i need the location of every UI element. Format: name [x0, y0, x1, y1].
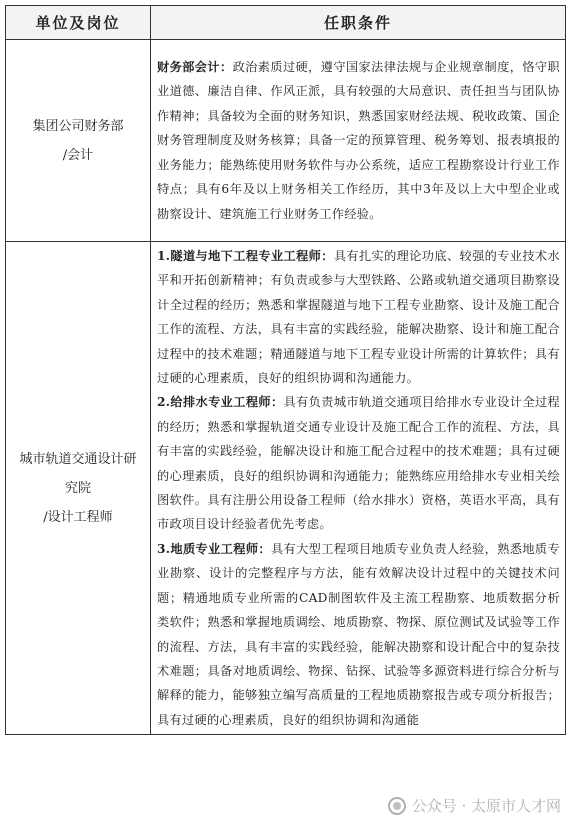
unit-line: /设计工程师: [43, 509, 113, 525]
unit-line: 城市轨道交通设计研: [19, 451, 137, 467]
requirement-text: 具有扎实的理论功底、较强的专业技术水平和开拓创新精神；有负责或参与大型铁路、公路或轨道交通项目勘察设计全过程的经历；熟悉和掌握隧道与地下工程专业勘察、设计及施工配合工作的流程、方法，具有丰富的实践经验，能解决勘察、设计和施工配合过程中的技术难题；精通隧道与地下工程专业设计所需的计算软件；具有过硬的心理素质，良好的组织协调和沟通能力。: [157, 249, 560, 386]
unit-line: /会计: [62, 147, 94, 163]
requirement-title: 财务部会计：: [157, 60, 233, 75]
recruitment-table: [5, 5, 566, 735]
header-requirements: 任职条件: [151, 6, 566, 40]
table-header-row: [6, 6, 566, 40]
requirement-item: [157, 537, 560, 732]
header-unit-position: 单位及岗位: [6, 6, 151, 40]
unit-cell: [6, 40, 151, 242]
table-row: [6, 40, 566, 242]
wechat-logo-icon: [388, 797, 406, 815]
table-row: [6, 242, 566, 735]
requirement-item: [157, 55, 560, 226]
requirements-cell: [151, 40, 566, 242]
requirement-title: 3.地质专业工程师：: [157, 541, 271, 556]
requirement-text: 具有大型工程项目地质专业负责人经验，熟悉地质专业勘察、设计的完整程序与方法，能有效解决设计过程中的关键技术问题；精通地质专业所需的CAD制图软件及主流工程勘察、地质数据分析类软件；熟悉和掌握地质调绘、地质勘察、物探、原位测试及试验等工作的流程、方法，具有丰富的实践经验，能解决勘察和设计配合中的复杂技术难题；具备对地质调绘、物探、钻探、试验等多源资料进行综合分析与解释的能力，能够独立编写高质量的工程地质勘察报告或专项分析报告；具有过硬的心理素质，良好的组织协调和沟通能: [157, 541, 560, 727]
requirements-cell: [151, 242, 566, 735]
requirement-title: 2.给排水专业工程师：: [157, 395, 284, 410]
requirement-item: [157, 244, 560, 390]
requirement-title: 1.隧道与地下工程专业工程师：: [157, 249, 334, 263]
watermark: [388, 795, 561, 816]
unit-line: 集团公司财务部: [32, 118, 124, 134]
unit-cell: [6, 242, 151, 735]
requirement-text: 具有负责城市轨道交通项目给排水专业设计全过程的经历；熟悉和掌握轨道交通专业设计及施工配合工作的流程、方法，具有丰富的实践经验，能解决设计和施工配合过程中的技术难题；具有过硬的心理素质，良好的组织协调和沟通能力；能熟练应用给排水专业相关绘图软件。具有注册公用设备工程师（给水排水）资格，英语水平高，具有市政项目设计经验者优先考虑。: [157, 395, 560, 532]
requirement-text: 政治素质过硬，遵守国家法律法规与企业规章制度，恪守职业道德、廉洁自律、作风正派，具有较强的大局意识、责任担当与团队协作精神；具备较为全面的财务知识，熟悉国家财经法规、税收政策、国企财务管理制度及财务核算；具备一定的预算管理、税务筹划、报表填报的业务能力；能熟练使用财务软件与办公系统，适应工程勘察设计行业工作特点；具有6年及以上财务相关工作经历，其中3年及以上大中型企业或勘察设计、建筑施工行业财务工作经验。: [157, 60, 560, 221]
unit-line: 究院: [64, 480, 91, 496]
watermark-text: 公众号 · 太原市人才网: [411, 797, 561, 815]
requirement-item: [157, 390, 560, 536]
